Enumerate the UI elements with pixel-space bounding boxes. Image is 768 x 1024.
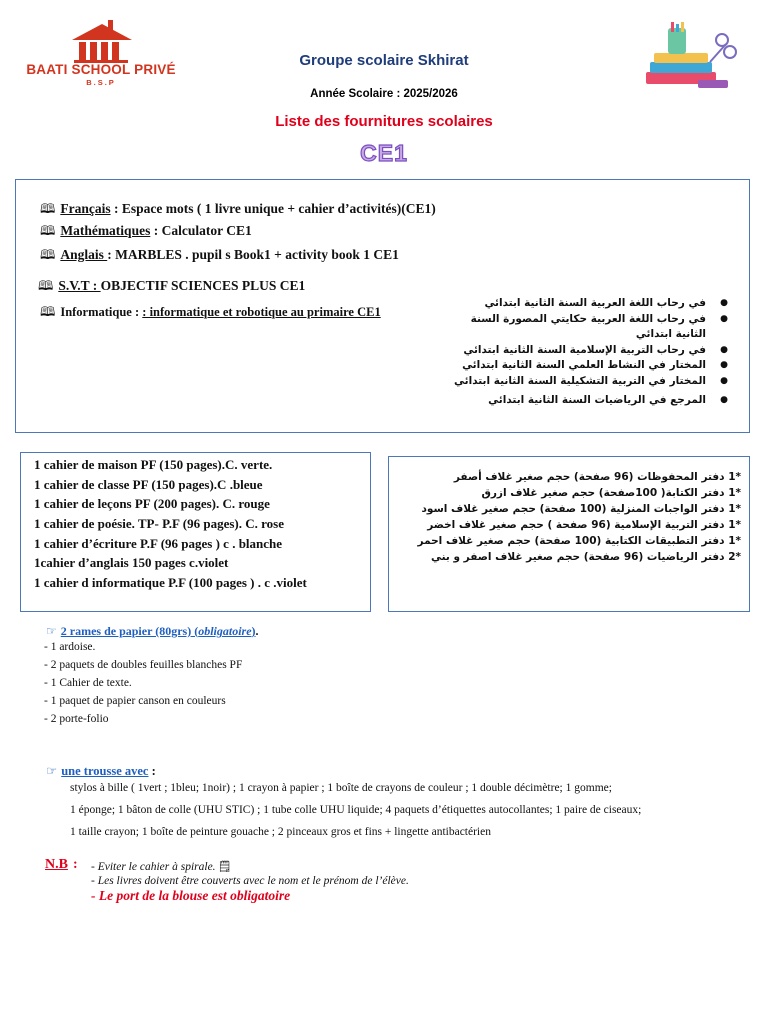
nb-label: N.B: [45, 857, 68, 872]
book-svt: [38, 277, 305, 299]
bullet-icon: ●: [720, 360, 728, 370]
arabic-book: في رحاب اللغة العربية حكايتي المصورة السنة: [470, 312, 706, 325]
book-sep: :: [150, 223, 162, 238]
list-item: - 1 Cahier de texte.: [44, 677, 132, 689]
bullet-icon: ●: [720, 344, 728, 355]
bullet-icon: ●: [720, 395, 728, 405]
logo-subtext: B.S.P: [86, 78, 116, 87]
trousse-heading: [46, 763, 156, 779]
trousse-line: 1 taille crayon; 1 boîte de peinture gouache ; 2 pinceaux gros et fins + lingette antibactérien: [70, 826, 491, 838]
open-book-icon: 🕮: [40, 201, 56, 216]
nb-line: [91, 860, 232, 873]
paper-heading-close: ): [251, 624, 256, 638]
open-book-icon: 🕮: [40, 304, 56, 319]
trousse-line: stylos à bille ( 1vert ; 1bleu; 1noir) ; 1 crayon à papier ; 1 boîte de crayons de couleur ; 1 double décimètre; 1 gomme;: [70, 782, 612, 794]
list-item: [454, 312, 728, 328]
nb-line-text: - Eviter le cahier à spirale.: [91, 861, 216, 873]
book-mathematiques: [40, 222, 252, 244]
open-book-icon: 🕮: [38, 278, 54, 293]
arabic-book: في رحاب اللغة العربية السنة الثانية ابتدائي: [484, 297, 706, 309]
paper-heading: [46, 624, 259, 639]
book-subject: Informatique: [60, 305, 132, 319]
notebook-fr: 1cahier d’anglais 150 pages c.violet: [34, 555, 229, 570]
nb-important-line: - Le port de la blouse est obligatoire: [91, 888, 291, 903]
notebook-ar: *1 دفتر الكتابة( 100صفحة) حجم صغير غلاف ازرق: [481, 487, 741, 499]
list-item: - 2 paquets de doubles feuilles blanches PF: [44, 659, 243, 671]
notebook-ar: *1 دفتر التطبيقات الكتابية (100 صفحة) حجم صغير غلاف احمر: [417, 535, 741, 547]
paper-heading-emphasis: obligatoire: [198, 624, 252, 638]
list-item: [454, 358, 728, 374]
trousse-heading-colon: :: [148, 764, 156, 778]
book-title: Espace mots ( 1 livre unique + cahier d’activités)(CE1): [121, 201, 436, 216]
notebook-ar: *2 دفتر الرياضيات (96 صفحة) حجم صغير غلاف اصفر و بني: [430, 551, 741, 563]
arabic-book: المرجع في الرياضيات السنة الثانية ابتدائي: [488, 394, 706, 406]
arabic-notebooks-box: [388, 456, 750, 612]
trousse-line: 1 éponge; 1 bâton de colle (UHU STIC) ; 1 tube colle UHU liquide; 4 paquets d’étiquettes autocollantes; 1 paire de ciseaux;: [70, 804, 642, 816]
arabic-books-list: [454, 296, 728, 409]
book-title: MARBLES . pupil s Book1 + activity book 1 CE1: [115, 247, 399, 262]
list-item: - 1 paquet de papier canson en couleurs: [44, 695, 226, 707]
notebook-fr: 1 cahier de poésie. TP- P.F (96 pages). C. rose: [34, 516, 284, 531]
list-item: - 2 porte-folio: [44, 713, 109, 725]
notebook-ar: *1 دفتر التربية الإسلامية (96 صفحة ) حجم صغير غلاف اخضر: [427, 519, 741, 531]
book-informatique: [40, 303, 381, 325]
bullet-icon: ●: [720, 375, 728, 386]
book-subject: Mathématiques: [60, 223, 151, 238]
arabic-book: الثانية ابتدائي: [635, 328, 706, 340]
notebook-fr: 1 cahier d’écriture P.F (96 pages ) c . blanche: [34, 536, 283, 551]
pointing-hand-icon: ☞: [46, 764, 58, 778]
list-title: Liste des fournitures scolaires: [275, 113, 493, 130]
bullet-icon: ●: [720, 298, 728, 308]
school-name: Groupe scolaire Skhirat: [299, 52, 469, 69]
notebook-ar: *1 دفتر المحفوظات (96 صفحة) حجم صغير غلاف أصفر: [453, 471, 741, 483]
notebook-fr: 1 cahier d informatique P.F (100 pages ) . c .violet: [34, 575, 307, 590]
bullet-icon: ●: [720, 313, 728, 324]
paper-heading-text: 2 rames de papier (80grs) (: [60, 624, 199, 638]
notebook-fr: 1 cahier de leçons PF (200 pages). C. rouge: [34, 496, 270, 511]
school-supplies-illustration: [640, 22, 740, 94]
book-francais: [40, 200, 436, 222]
book-subject: Anglais: [60, 247, 108, 262]
pointing-hand-icon: ☞: [46, 624, 57, 638]
book-sep: :: [131, 305, 143, 319]
spiral-notebook-icon: 🗒: [217, 861, 232, 873]
book-title: OBJECTIF SCIENCES PLUS CE1: [100, 278, 306, 293]
list-item: [454, 393, 728, 409]
list-item: [454, 296, 728, 312]
arabic-book: المختار في النشاط العلمي السنة الثانية ابتدائي: [462, 359, 706, 371]
book-subject: S.V.T :: [58, 278, 101, 293]
paper-heading-dot: .: [255, 624, 259, 638]
nb-colon: :: [73, 857, 78, 872]
nb-line: - Les livres doivent être couverts avec le nom et le prénom de l’élève.: [91, 875, 409, 887]
notebook-fr: 1 cahier de maison PF (150 pages).C. verte.: [34, 457, 273, 472]
open-book-icon: 🕮: [40, 223, 56, 238]
trousse-heading-text: une trousse avec: [61, 764, 149, 778]
list-item: [454, 327, 706, 343]
notebook-fr: 1 cahier de classe PF (150 pages).C .bleue: [34, 477, 263, 492]
class-name: CE1: [360, 140, 408, 166]
book-sep: :: [110, 201, 122, 216]
list-item: - 1 ardoise.: [44, 641, 96, 653]
book-title: : informatique et robotique au primaire CE1: [142, 305, 381, 319]
book-sep: :: [107, 247, 116, 262]
arabic-book: المختار في التربية التشكيلية السنة الثانية ابتدائي: [454, 374, 706, 387]
school-year: Année Scolaire : 2025/2026: [310, 88, 458, 100]
list-item: [454, 343, 728, 359]
book-title: Calculator CE1: [161, 223, 252, 238]
list-item: [454, 374, 728, 390]
logo-text: BAATI SCHOOL PRIVÉ: [26, 62, 176, 77]
book-anglais: [40, 246, 399, 268]
arabic-book: في رحاب التربية الإسلامية السنة الثانية ابتدائي: [463, 343, 706, 356]
book-subject: Français: [60, 201, 111, 216]
notebook-ar: *1 دفتر الواجبات المنزلية (100 صفحة) حجم صغير غلاف اسود: [421, 503, 741, 515]
open-book-icon: 🕮: [40, 247, 56, 262]
